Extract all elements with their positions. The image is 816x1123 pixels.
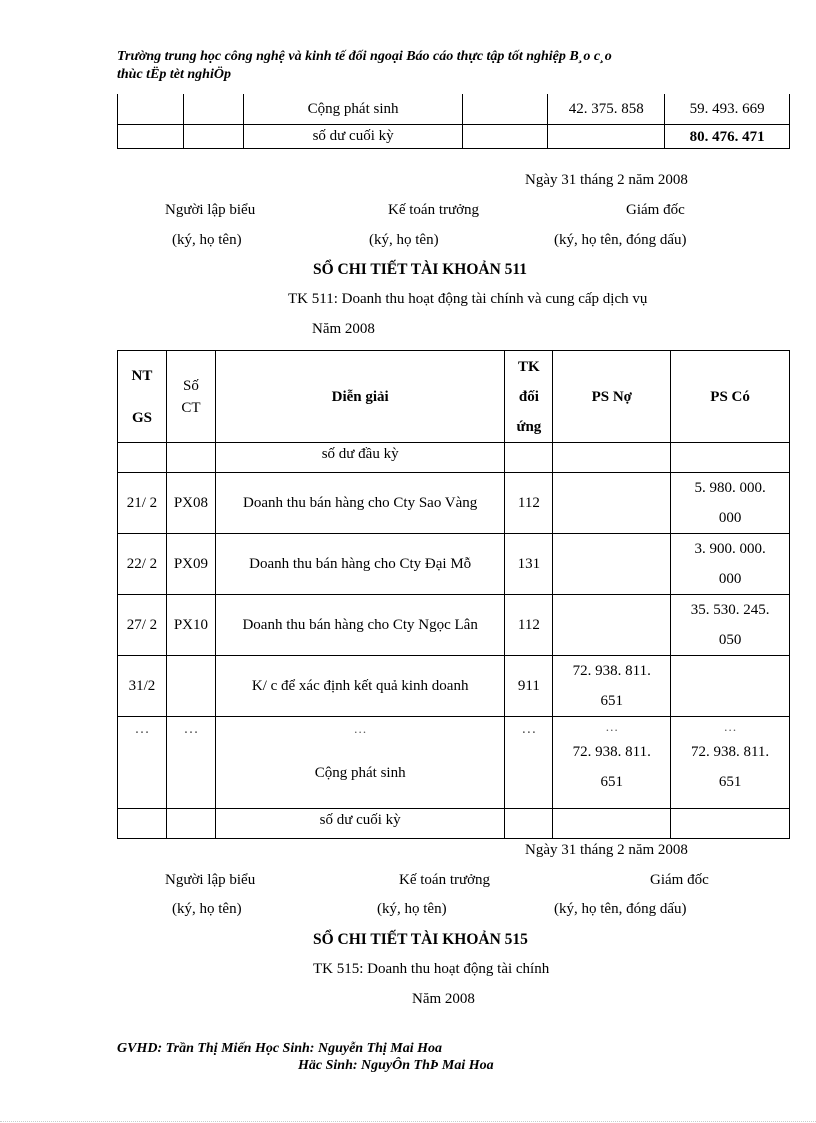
cell-desc: Doanh thu bán hàng cho Cty Đại Mỗ (215, 534, 504, 595)
total-debit-cell (553, 717, 671, 809)
table-row (118, 595, 790, 656)
header-tk-2: đối (518, 388, 539, 405)
director-label: Giám đốc (626, 202, 685, 218)
closing-balance-label: số dư cuối kỳ (215, 809, 504, 839)
ellipsis-cell: … (118, 717, 167, 809)
document-header-line2: thùc tËp tèt nghiÖp (117, 67, 231, 82)
cell-doc: PX10 (166, 595, 215, 656)
cell-acct: 131 (505, 534, 553, 595)
header-ntgs (118, 351, 167, 443)
table-row (118, 534, 790, 595)
footer-line1: GVHD: Trần Thị Miến Học Sinh: Nguyễn Thị Mai Hoa (117, 1041, 443, 1056)
accountant-note: (ký, họ tên) (377, 901, 447, 917)
total-credit-1: 72. 938. 811. (690, 744, 770, 760)
credit-line-2: 000 (718, 571, 742, 587)
cell-credit (671, 534, 790, 595)
ellipsis-cell: … (166, 717, 215, 809)
header-soct-bottom: CT (181, 399, 201, 416)
cell-debit (553, 534, 671, 595)
ledger-511-year: Năm 2008 (312, 321, 375, 337)
header-psco: PS Có (671, 351, 790, 443)
debit-line-1: 72. 938. 811. (572, 663, 651, 679)
total-credit-cell (671, 717, 790, 809)
document-header-line1: Trường trung học công nghệ và kinh tế đối ngoại Báo cáo thực tập tốt nghiệp B¸o c¸o (117, 49, 612, 64)
credit-line-1: 3. 900. 000. (694, 541, 766, 557)
preparer-label: Người lập biểu (165, 202, 256, 218)
closing-balance-row (118, 809, 790, 839)
debit-cell: 42. 375. 858 (548, 94, 665, 125)
total-debit-1: 72. 938. 811. (572, 744, 651, 760)
header-soct (166, 351, 215, 443)
total-label: Cộng phát sinh (314, 765, 406, 781)
accountant-note: (ký, họ tên) (369, 232, 439, 248)
credit-cell: 80. 476. 471 (665, 125, 790, 149)
table-header-row (118, 351, 790, 443)
header-tk-1: TK (518, 358, 540, 375)
cell-debit (553, 656, 671, 717)
header-diengiai: Diễn giải (215, 351, 504, 443)
director-note: (ký, họ tên, đóng dấu) (554, 901, 687, 917)
ledger-511-subtitle: TK 511: Doanh thu hoạt động tài chính và cung cấp dịch vụ (288, 291, 648, 307)
ellipsis-cell: … (505, 717, 553, 809)
preparer-note: (ký, họ tên) (172, 901, 242, 917)
cell-debit (553, 595, 671, 656)
cell-acct: 911 (505, 656, 553, 717)
header-tk (505, 351, 553, 443)
director-label: Giám đốc (650, 872, 709, 888)
cell-acct: 112 (505, 473, 553, 534)
table-row (118, 125, 790, 149)
cell-credit (671, 473, 790, 534)
ledger-511-title: SỔ CHI TIẾT TÀI KHOẢN 511 (313, 261, 528, 278)
ledger-515-title: SỔ CHI TIẾT TÀI KHOẢN 515 (313, 931, 528, 948)
cell-date: 21/ 2 (118, 473, 167, 534)
ledger-511-table (117, 350, 790, 839)
table-row (118, 94, 790, 125)
credit-cell: 59. 493. 669 (665, 94, 790, 125)
cell-debit (553, 473, 671, 534)
opening-balance-label: số dư đầu kỳ (215, 443, 504, 473)
total-credit-2: 651 (718, 774, 742, 790)
table-row (118, 473, 790, 534)
ellipsis-text: … (353, 721, 367, 736)
credit-line-1: 5. 980. 000. (694, 480, 766, 496)
top-summary-table (117, 94, 790, 149)
header-soct-top: Số (183, 377, 199, 394)
cell-acct: 112 (505, 595, 553, 656)
header-tk-3: ứng (516, 418, 542, 435)
chief-accountant-label: Kế toán trưởng (388, 202, 480, 218)
row-label: số dư cuối kỳ (243, 125, 463, 149)
total-desc-cell (215, 717, 504, 809)
credit-line-2: 050 (718, 632, 742, 648)
ledger-515-subtitle: TK 515: Doanh thu hoạt động tài chính (313, 961, 550, 977)
date-line: Ngày 31 tháng 2 năm 2008 (525, 172, 688, 188)
header-ntgs-bottom: GS (131, 409, 152, 426)
page-bottom-rule (0, 1121, 816, 1122)
ellipsis-text: … (605, 719, 619, 734)
row-label: Cộng phát sinh (243, 94, 463, 125)
totals-row (118, 717, 790, 809)
cell-date: 22/ 2 (118, 534, 167, 595)
preparer-note: (ký, họ tên) (172, 232, 242, 248)
cell-doc: PX09 (166, 534, 215, 595)
ledger-515-year: Năm 2008 (412, 991, 475, 1007)
cell-credit (671, 595, 790, 656)
director-note: (ký, họ tên, đóng dấu) (554, 232, 687, 248)
preparer-label: Người lập biểu (165, 872, 256, 888)
cell-desc: K/ c để xác định kết quả kinh doanh (215, 656, 504, 717)
cell-desc: Doanh thu bán hàng cho Cty Ngọc Lân (215, 595, 504, 656)
cell-date: 31/2 (118, 656, 167, 717)
credit-line-1: 35. 530. 245. (690, 602, 770, 618)
table-row (118, 656, 790, 717)
cell-doc: PX08 (166, 473, 215, 534)
debit-line-2: 651 (600, 693, 624, 709)
cell-date: 27/ 2 (118, 595, 167, 656)
header-psno: PS Nợ (553, 351, 671, 443)
debit-cell (548, 125, 665, 149)
cell-credit (671, 656, 790, 717)
chief-accountant-label: Kế toán trưởng (399, 872, 491, 888)
header-ntgs-top: NT (131, 367, 153, 384)
opening-balance-row (118, 443, 790, 473)
cell-desc: Doanh thu bán hàng cho Cty Sao Vàng (215, 473, 504, 534)
date-line: Ngày 31 tháng 2 năm 2008 (525, 842, 688, 858)
footer-line2: Häc Sinh: NguyÔn ThÞ Mai Hoa (298, 1058, 494, 1073)
cell-doc (166, 656, 215, 717)
credit-line-2: 000 (718, 510, 742, 526)
ellipsis-text: … (723, 719, 737, 734)
total-debit-2: 651 (600, 774, 624, 790)
